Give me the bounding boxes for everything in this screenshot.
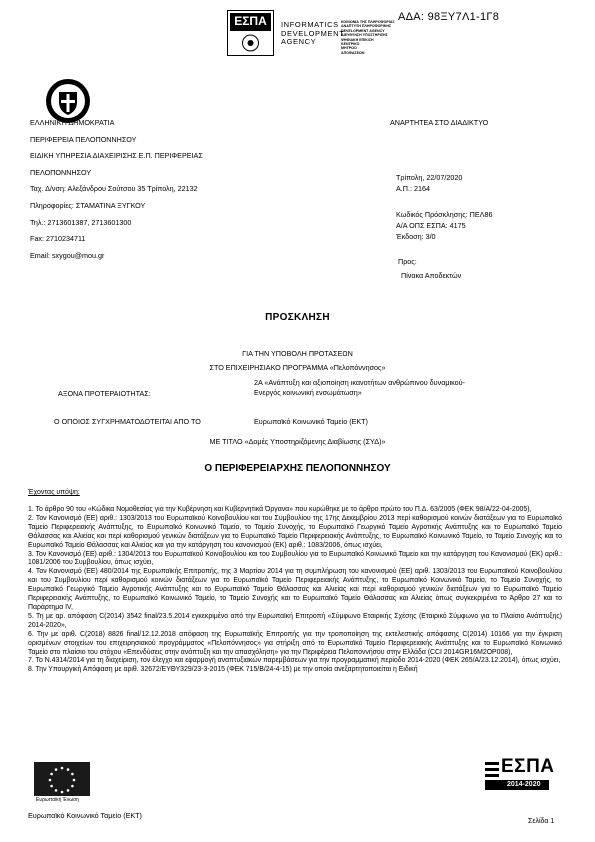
agency-small-5: ΨΗΦΙΑΚΗ ΕΠΙΚ/ΣΗ: [341, 37, 374, 42]
call-subject: ΜΕ ΤΙΤΛΟ «Δομές Υποστηριζόμενης Διαβίωσης (ΣΥΔ)»: [209, 437, 386, 446]
page-number: Σελίδα 1: [528, 818, 555, 825]
considerations-list: [28, 506, 562, 675]
to-label: Προς:: [398, 257, 417, 266]
list-item: 3. Τον Κανονισμό (ΕΕ) αριθ.: 1304/2013 του Ευρωπαϊκού Κοινοβουλίου και του Συμβουλίου για το Ευρωπαϊκό Κοινωνικό Ταμείο και την κατάργηση του Κανονισμού (ΕΚ) αριθ.: 1081/2006 του Συμβουλίου, όπως ισχύει,: [28, 550, 562, 567]
agency-small-7: ΜΗΤΡΩΟ: [341, 46, 357, 51]
espa-footer-text: ΕΣΠΑ: [501, 756, 555, 777]
fund-label: Ο ΟΠΟΙΟΣ ΣΥΓΧΡΗΜΑΤΟΔΟΤΕΙΤΑΙ ΑΠΟ ΤΟ: [54, 417, 201, 426]
fund-value: Ευρωπαϊκό Κοινωνικό Ταμείο (ΕΚΤ): [254, 417, 368, 426]
list-item: 4. Τον Κανονισμό (ΕΕ) 480/2014 της Ευρωπαϊκής Επιτροπής, της 3 Μαρτίου 2014 για τη συμπλήρωση του κανονισμού (ΕΕ) αριθ. 1303/2013 του Ευρωπαϊκού Κοινοβουλίου και του Συμβουλίου περί καθορισμού κοινών διατάξεων για το Ευρωπαϊκό Ταμείο Περιφερειακής Ανάπτυξης, το Ευρωπαϊκό Κοινωνικό Ταμείο, το Ταμείο Συνοχής, το Ευρωπαϊκό Γεωργικό Ταμείο Αγροτικής Ανάπτυξης και το Ευρωπαϊκό Ταμείο Θάλασσας και Αλιείας και περί καθορισμού γενικών διατάξεων για το Ευρωπαϊκό Ταμείο Περιφερειακής Ανάπτυξης, το Ευρωπαϊκό Κοινωνικό Ταμείο, το Ταμείο Συνοχής και το Ευρωπαϊκό Ταμείο Θάλασσας και Αλιείας όπως συγκεκριμένα το Άρθρο 27 και το Παράρτημα IV,: [28, 568, 562, 611]
agency-line-3: AGENCY: [281, 37, 317, 46]
sender-line: ΠΕΛΟΠΟΝΝΗΣΟΥ: [30, 167, 92, 177]
agency-small-2: ΑΝΑΠΤΥΞΗ ΠΛΗΡΟΦΟΡΙΚΗΣ: [341, 24, 392, 29]
publish-note: ΑΝΑΡΤΗΤΕΑ ΣΤΟ ΔΙΑΔΙΚΤΥΟ: [390, 118, 489, 127]
espa-footer-logo: [485, 756, 555, 792]
agency-small-8: ΑΠΟΦΑΣΕΩΝ: [341, 50, 365, 55]
eu-flag-icon: [34, 762, 90, 796]
list-item: 1. Το άρθρο 90 του «Κώδικα Νομοθεσίας για την Κυβέρνηση και Κυβερνητικά Όργανα» που κυρώθηκε με το άρθρο πρώτο του Π.Δ. 63/2005 (ΦΕΚ 98/Α/22-04-2005),: [28, 506, 532, 513]
sender-fax: Fax: 2710234711: [30, 234, 86, 244]
eu-caption: Ευρωπαϊκή Ένωση: [36, 797, 79, 803]
espa-footer-years: 2014-2020: [507, 781, 541, 788]
considering-heading: Έχοντας υπόψη:: [28, 489, 80, 496]
agency-small-3: DEVELOPMENT AGENCY: [341, 28, 385, 33]
title-line-2: ΣΤΟ ΕΠΙΧΕΙΡΗΣΙΑΚΟ ΠΡΟΓΡΑΜΜΑ «Πελοπόννησος»: [209, 363, 386, 372]
to-value: Πίνακα Αποδεκτών: [401, 271, 462, 280]
footer-fund: Ευρωπαϊκό Κοινωνικό Ταμείο (ΕΚΤ): [28, 811, 142, 820]
list-item: 6. Την με αριθ. C(2018) 8826 final/12.12.2018 απόφαση της Ευρωπαϊκής Επιτροπής για την τροποποίηση της εκτελεστικής απόφασης C(2014) 10166 για την έγκριση ορισμένων στοιχείων του επιχειρησιακού προγράμματος «Πελοπόννησος» για στήριξη από το Ευρωπαϊκό Ταμείο Περιφερειακής Ανάπτυξης και το Ευρωπαϊκό Κοινωνικό Ταμείο στο πλαίσιο του στόχου «Επενδύσεις στην ανάπτυξη και την απασχόληση» για την Περιφέρεια Πελοποννήσου στην Ελλάδα (CCI 2014GR16M2OP008),: [28, 630, 562, 656]
date-place: Τρίπολη, 22/07/2020: [396, 173, 463, 182]
espa-header-text: ΕΣΠΑ: [234, 14, 267, 28]
version: Έκδοση: 3/0: [396, 232, 436, 241]
sender-email[interactable]: Email: sxygou@mou.gr: [30, 250, 105, 260]
list-item: 5. Τη με αρ. απόφαση C(2014) 3542 final/23.5.2014 εγκεκριμένο από την Ευρωπαϊκή Επιτροπή «Σύμφωνο Εταιρικής Σχέσης (Εταιρικό Σύμφωνο για το Πλαίσιο Ανάπτυξης) 2014-2020»,: [28, 612, 562, 629]
sender-phone: Τηλ.: 2713601387, 2713601300: [30, 217, 132, 227]
ops-code: Α/Α ΟΠΣ ΕΣΠΑ: 4175: [396, 221, 466, 230]
document-title: ΠΡΟΣΚΛΗΣΗ: [265, 312, 330, 323]
list-item: 2. Τον Κανονισμό (ΕΕ) αριθ.: 1303/2013 του Ευρωπαϊκού Κοινοβουλίου και του Συμβουλίου της 17ης Δεκεμβρίου 2013 περί καθορισμού κοινών διατάξεων για το Ευρωπαϊκό Ταμείο Περιφερειακής Ανάπτυξης, το Ευρωπαϊκό Κοινωνικό Ταμείο, το Ταμείο Συνοχής, το Ευρωπαϊκό Γεωργικό Ταμείο Αγροτικής Ανάπτυξης και το Ευρωπαϊκό Ταμείο Θάλασσας και Αλιείας και περί καθορισμού γενικών διατάξεων για το Ευρωπαϊκό Ταμείο Περιφερειακής Ανάπτυξης, το Ευρωπαϊκό Κοινωνικό Ταμείο, το Ταμείο Συνοχής και το Ευρωπαϊκό Ταμείο Θάλασσας και Αλιείας και για την κατάργηση του κανονισμού (ΕΚ) αριθ.: 1083/2006, όπως ισχύει,: [28, 514, 562, 549]
agency-small-4: ΔΙΕΥΘΥΝΣΗ ΥΠΟΣΤΗΡΙΞΗΣ: [341, 33, 388, 38]
agency-small-text: [341, 20, 395, 55]
title-line-1: ΓΙΑ ΤΗΝ ΥΠΟΒΟΛΗ ΠΡΟΤΑΣΕΩΝ: [242, 349, 353, 358]
authority-title: Ο ΠΕΡΙΦΕΡΕΙΑΡΧΗΣ ΠΕΛΟΠΟΝΝΗΣΟΥ: [204, 463, 391, 474]
espa-header-logo: [227, 10, 274, 56]
axis-value: 2Α «Ανάπτυξη και αξιοποίηση ικανοτήτων ανθρώπινου δυναμικού-Ενεργός κοινωνική ενσωμάτωση»: [254, 378, 465, 397]
list-item: 7. Το Ν.4314/2014 για τη διαχείριση, τον έλεγχο και εφαρμογή αναπτυξιακών παρεμβάσεων για την προγραμματική περίοδο 2014-2020 (ΦΕΚ 265/Α/23.12.2014), όπως ισχύει,: [28, 657, 561, 665]
sender-line: ΕΙΔΙΚΗ ΥΠΗΡΕΣΙΑ ΔΙΑΧΕΙΡΙΣΗΣ Ε.Π. ΠΕΡΙΦΕΡΕΙΑΣ: [30, 151, 203, 161]
call-code: Κωδικός Πρόσκλησης: ΠΕΛ86: [396, 210, 493, 219]
axis-label: ΑΞΟΝΑ ΠΡΟΤΕΡΑΙΟΤΗΤΑΣ:: [58, 389, 151, 398]
agency-name: [281, 21, 344, 47]
ada-code: ΑΔΑ: 98ΞΥ7Λ1-1Γ8: [398, 11, 500, 23]
sender-block: [30, 117, 290, 262]
sender-line: ΕΛΛΗΝΙΚΗ ΔΗΜΟΚΡΑΤΙΑ: [30, 118, 115, 127]
agency-line-1: INFORMATICS: [281, 20, 339, 29]
protocol-number: Α.Π.: 2164: [396, 184, 430, 193]
list-item: 8. Την Υπουργική Απόφαση με αριθ. 32672/ΕΥΘΥ329/23-3-2015 (ΦΕΚ 715/Β/24-4-15) με την οποία ανεξαρτητοποιείται η Ειδική: [28, 666, 418, 674]
agency-small-1: ΚΟΙΝΩΝΙΑ ΤΗΣ ΠΛΗΡΟΦΟΡΙΑΣ: [341, 20, 395, 24]
agency-line-2: DEVELOPMENT: [281, 28, 345, 38]
sender-line: ΠΕΡΙΦΕΡΕΙΑ ΠΕΛΟΠΟΝΝΗΣΟΥ: [30, 134, 137, 144]
sender-info: Πληροφορίες: ΣΤΑΜΑΤΙΝΑ ΞΥΓΚΟΥ: [30, 200, 146, 210]
sender-address: Ταχ. Δ/νση: Αλεξάνδρου Σούτσου 35 Τρίπολη, 22132: [30, 184, 198, 194]
agency-small-6: ΚΕΝΤΡΙΚΟ: [341, 42, 360, 47]
